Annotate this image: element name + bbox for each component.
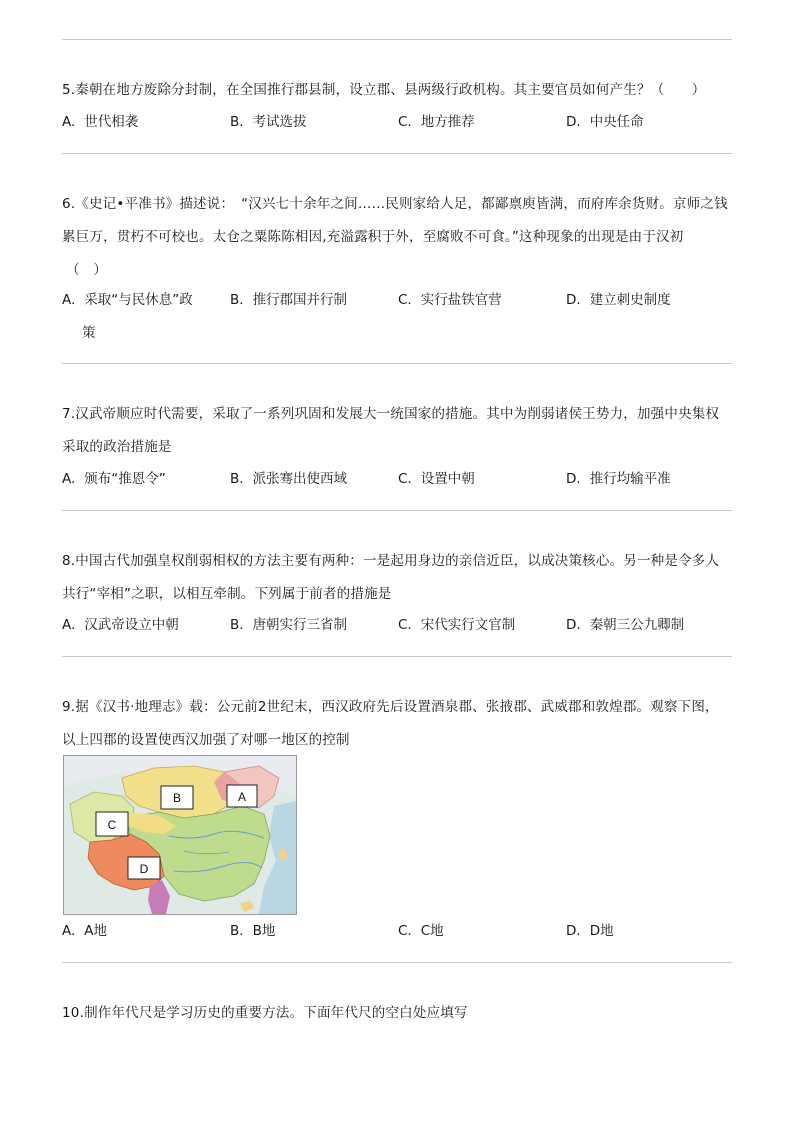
option-text: 地方推荐	[420, 114, 475, 130]
question-7-options	[62, 463, 734, 496]
question-6	[62, 188, 734, 287]
divider	[62, 363, 732, 364]
option-text: 秦朝三公九卿制	[589, 617, 685, 633]
option-text: 中央任命	[589, 114, 644, 130]
question-stem: 5.秦朝在地方废除分封制，在全国推行郡县制，设立郡、县两级行政机构。其主要官员如何产生？（ ）	[62, 82, 706, 98]
option-d[interactable]: D. 秦朝三公九卿制	[566, 617, 685, 633]
option-text: B地	[252, 923, 276, 939]
answer-bracket: （ ）	[66, 262, 108, 278]
option-a[interactable]: A. 汉武帝设立中朝	[62, 617, 179, 633]
option-text: 设置中朝	[420, 471, 475, 487]
option-text: 唐朝实行三省制	[252, 617, 348, 633]
question-stem-line: 采取的政治措施是	[62, 439, 172, 455]
divider	[62, 153, 732, 154]
question-stem-line: 7.汉武帝顺应时代需要，采取了一系列巩固和发展大一统国家的措施。其中为削弱诸侯王势力，加强中央集权	[62, 406, 720, 422]
map-label-b: B	[172, 791, 182, 805]
option-d[interactable]: D. 推行均输平准	[566, 471, 671, 487]
divider	[62, 39, 732, 40]
map-label-c: C	[107, 818, 117, 832]
option-d[interactable]: D. 中央任命	[566, 114, 644, 130]
option-text: 推行均输平准	[589, 471, 671, 487]
divider	[62, 656, 732, 657]
option-a[interactable]: A. 世代相袭	[62, 114, 139, 130]
question-8	[62, 545, 734, 611]
question-stem-line: 累巨万，贯朽不可校也。太仓之粟陈陈相因,充溢露积于外，至腐败不可食。”这种现象的出现是由于汉初	[62, 229, 684, 245]
question-9-options	[62, 915, 734, 948]
option-text: D地	[589, 923, 614, 939]
option-c[interactable]: C. C地	[398, 923, 444, 939]
option-text: 建立刺史制度	[589, 292, 671, 308]
question-5	[62, 74, 734, 107]
option-c[interactable]: C. 设置中朝	[398, 471, 475, 487]
map-label-box-b	[161, 786, 193, 809]
option-b[interactable]: B. 考试选拔	[230, 114, 307, 130]
question-stem-line: 共行“宰相”之职，以相互牵制。下列属于前者的措施是	[62, 586, 392, 602]
option-text: 采取“与民休息”政	[84, 292, 193, 308]
map-label-box-d	[128, 857, 160, 879]
question-6-options	[62, 284, 734, 350]
question-8-options	[62, 609, 734, 642]
option-b[interactable]: B. 唐朝实行三省制	[230, 617, 348, 633]
question-9	[62, 691, 734, 757]
question-5-options	[62, 106, 734, 139]
option-text: 汉武帝设立中朝	[84, 617, 179, 633]
option-text: A地	[84, 923, 108, 939]
option-c[interactable]: C. 地方推荐	[398, 114, 475, 130]
option-b[interactable]: B. 派张骞出使西域	[230, 471, 348, 487]
option-d[interactable]: D. 建立刺史制度	[566, 292, 671, 308]
option-text: 推行郡国并行制	[252, 292, 348, 308]
question-stem-line: 9.据《汉书·地理志》载：公元前2世纪末，西汉政府先后设置酒泉郡、张掖郡、武威郡和敦煌郡。观察下图，	[62, 699, 719, 715]
option-a[interactable]: A. 采取“与民休息”政 策	[62, 284, 212, 350]
option-d[interactable]: D. D地	[566, 923, 614, 939]
divider	[62, 510, 732, 511]
option-b[interactable]: B. B地	[230, 923, 276, 939]
option-text: 世代相袭	[84, 114, 139, 130]
option-text: 考试选拔	[252, 114, 307, 130]
map-label-box-a	[227, 785, 257, 807]
western-han-map	[63, 755, 297, 915]
option-a[interactable]: A. A地	[62, 923, 108, 939]
question-7	[62, 398, 734, 464]
option-text: 派张骞出使西域	[252, 471, 348, 487]
question-stem: 10.制作年代尺是学习历史的重要方法。下面年代尺的空白处应填写	[62, 1005, 468, 1021]
option-text-continued: 策	[82, 325, 96, 341]
option-a[interactable]: A. 颁布“推恩令”	[62, 471, 166, 487]
option-text: 宋代实行文官制	[420, 617, 516, 633]
option-c[interactable]: C. 宋代实行文官制	[398, 617, 516, 633]
option-text: 实行盐铁官营	[420, 292, 502, 308]
map-label-d: D	[139, 862, 149, 876]
question-stem-line: 6.《史记•平准书》描述说： “汉兴七十余年之间……民则家给人足，都鄙禀庾皆满，而府库余货财。京师之钱	[62, 196, 728, 212]
option-text: C地	[420, 923, 444, 939]
option-c[interactable]: C. 实行盐铁官营	[398, 292, 502, 308]
map-label-a: A	[237, 790, 247, 804]
option-b[interactable]: B. 推行郡国并行制	[230, 292, 348, 308]
option-text: 颁布“推恩令”	[84, 471, 166, 487]
question-10	[62, 997, 734, 1030]
question-stem-line: 以上四郡的设置使西汉加强了对哪一地区的控制	[62, 732, 350, 748]
map-graphic	[64, 756, 296, 914]
divider	[62, 962, 732, 963]
map-label-box-c	[96, 812, 128, 836]
question-stem-line: 8.中国古代加强皇权削弱相权的方法主要有两种：一是起用身边的亲信近臣，以成决策核心。另一种是令多人	[62, 553, 720, 569]
